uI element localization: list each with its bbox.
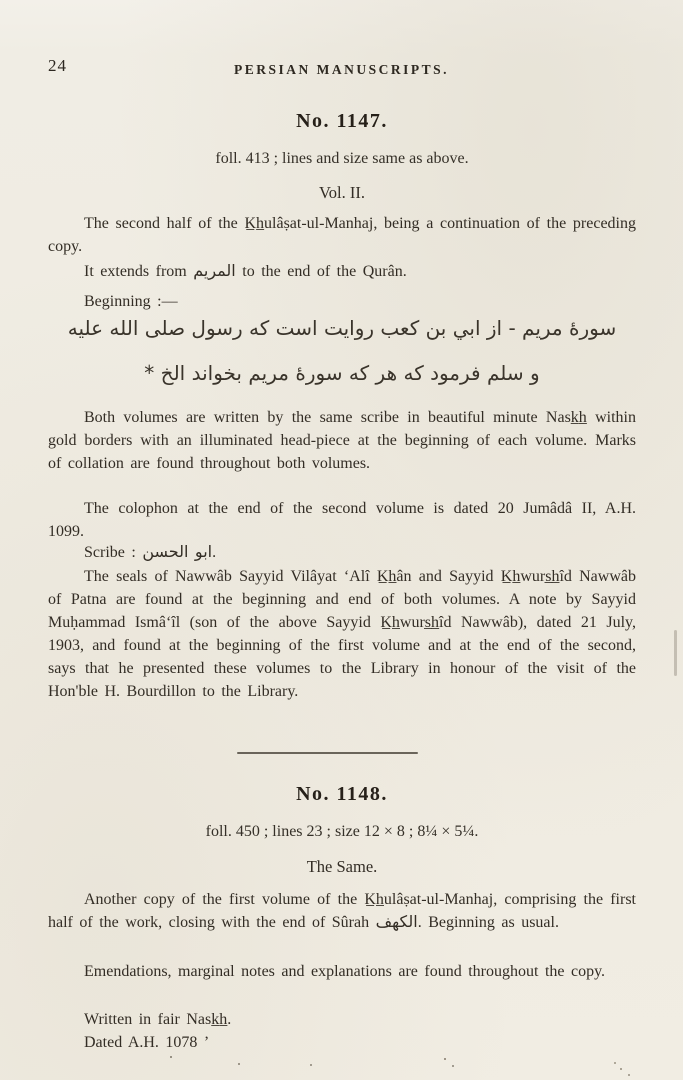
- entry-1148-paragraph-another-copy: Another copy of the first volume of the K̲h̲ulâṣat-ul-Manhaj, comprising the first half of the work, closing with the end of Sûrah الكهف. Beginning as usual.: [48, 891, 636, 931]
- entry-1148-written-line: Written in fair Nask̲h̲.: [84, 1011, 232, 1028]
- page-number: 24: [48, 56, 67, 75]
- entry-1147-paragraph-extends: It extends from المريم to the end of the Qurân.: [84, 263, 407, 280]
- entry-1148-paragraph-emendations: Emendations, marginal notes and explanations are found throughout the copy.: [84, 963, 606, 980]
- entry-1147-beginning-label: Beginning :—: [84, 293, 178, 310]
- section-divider-rule: [237, 752, 418, 754]
- entry-1147-heading: No. 1147.: [296, 110, 388, 132]
- entry-1147-collation: foll. 413 ; lines and size same as above.: [215, 150, 469, 167]
- entry-1147-paragraph-both-volumes: Both volumes are written by the same scribe in beautiful minute Nask̲h̲ within gold borders with an illuminated head-piece at the beginning of each volume. Marks of collation are found throughout both volumes.: [48, 409, 636, 472]
- entry-1147-paragraph-seals: The seals of Nawwâb Sayyid Vilâyat ʻAlî K̲h̲ân and Sayyid K̲h̲wurs̲h̲îd Nawwâb of Patna are found at the beginning and end of both volumes. A note by Sayyid Muḥammad Ismâʻîl (son of the above Sayyid K̲h̲wurs̲h̲îd Nawwâb), dated 21 July, 1903, and found at the beginning of the first volume and at the end of the second, says that he presented these volumes to the Library in honour of the visit of the Hon'ble H. Bourdillon to the Library.: [48, 568, 636, 700]
- entry-1148-heading: No. 1148.: [296, 783, 388, 805]
- entry-1147-paragraph-second-half: The second half of the K̲h̲ulâṣat-ul-Manhaj, being a continuation of the preceding copy.: [48, 215, 636, 255]
- paper-speckle-artifacts: [170, 1056, 172, 1058]
- page-edge-smudge: [674, 630, 677, 676]
- entry-1147-volume: Vol. II.: [319, 183, 365, 202]
- entry-1148-collation: foll. 450 ; lines 23 ; size 12 × 8 ; 8¼ × 5¼.: [205, 823, 479, 840]
- entry-1148-subtitle: The Same.: [306, 857, 378, 876]
- entry-1147-scribe-line: Scribe : ابو الحسن.: [84, 544, 217, 561]
- entry-1147-arabic-beginning-line-2: و سلم فرمود كه هر كه سورۀ مريم بخواند الخ *: [144, 361, 540, 385]
- entry-1147-paragraph-colophon: The colophon at the end of the second volume is dated 20 Jumâdâ II, A.H. 1099.: [48, 500, 636, 540]
- running-title: PERSIAN MANUSCRIPTS.: [233, 62, 450, 77]
- entry-1147-arabic-beginning-line-1: سورۀ مريم - از ابي بن كعب روايت است كه رسول صلى الله عليه: [67, 316, 617, 340]
- entry-1148-dated-line: Dated A.H. 1078 ’: [84, 1034, 210, 1051]
